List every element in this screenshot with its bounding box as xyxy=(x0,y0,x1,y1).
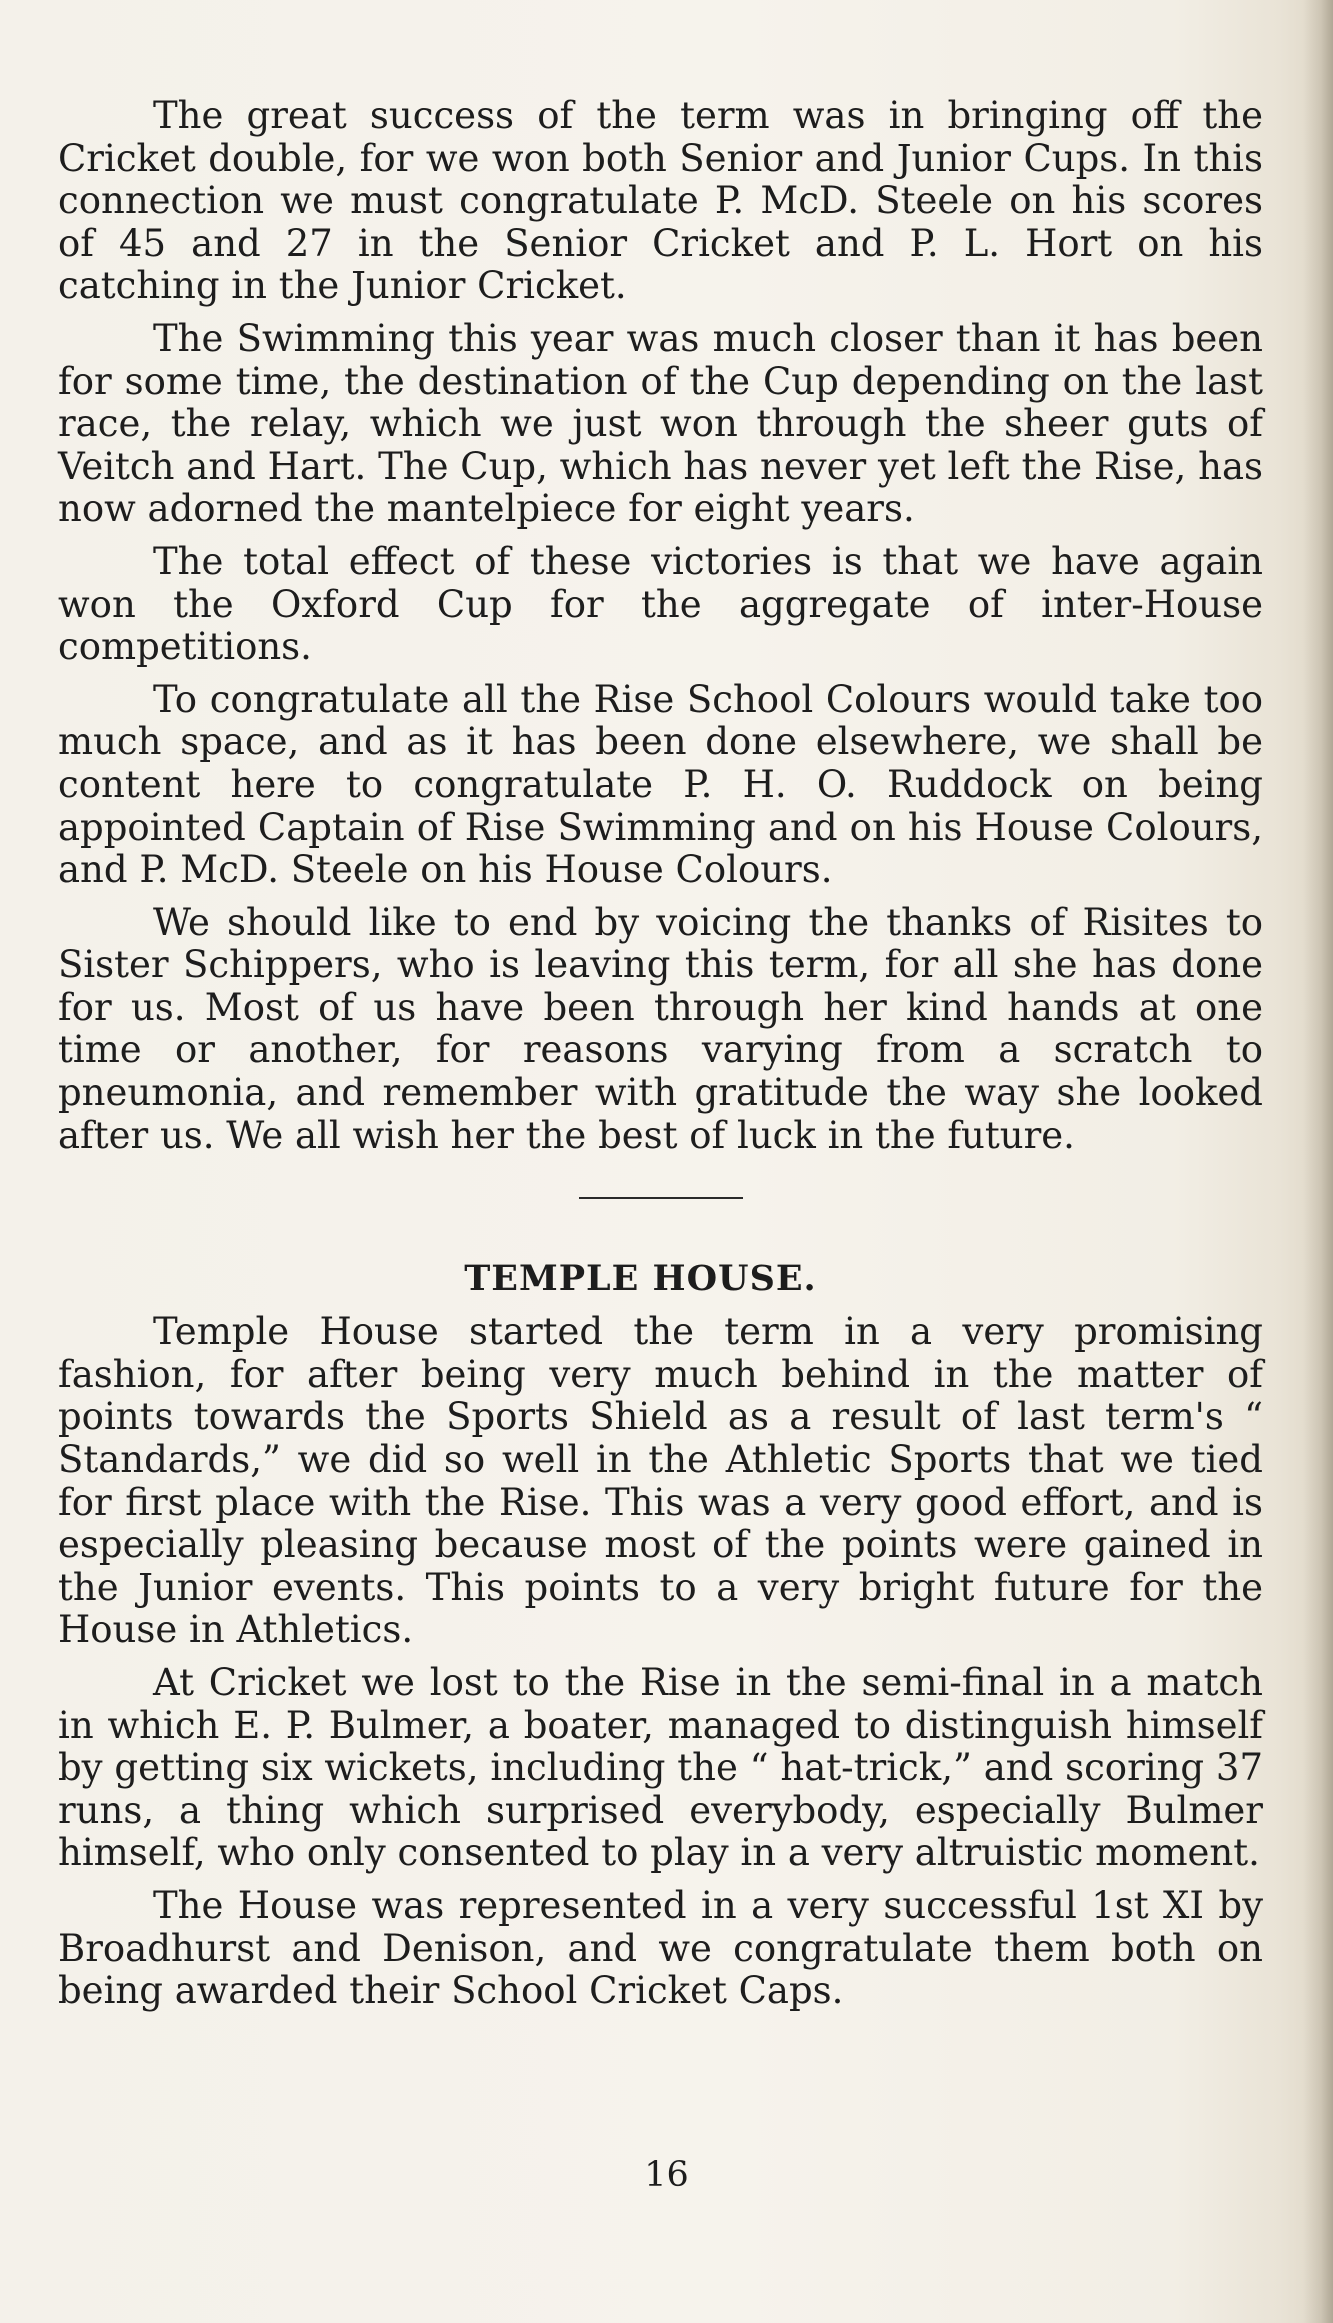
section-divider xyxy=(579,1197,743,1199)
paragraph-cricket-double: The great success of the term was in bringing off the Cricket double, for we won both Senior and Junior Cups. In this connection we must congratulate P. McD. Steele on his scores of 45 and 27 in the Senior Cricket and P. L. Hort on his catching in the Junior Cricket. xyxy=(58,94,1263,308)
paragraph-temple-cricket: At Cricket we lost to the Rise in the semi-final in a match in which E. P. Bulmer, a boater, managed to distinguish himself by getting six wickets, including the “ hat-trick,” and scoring 37 runs, a thing which surprised everybody, especially Bulmer himself, who only consented to play in a very altruistic moment. xyxy=(58,1661,1263,1875)
page-number: 16 xyxy=(644,2155,689,2195)
page-edge-shadow xyxy=(1303,0,1333,2323)
section-heading-temple-house: TEMPLE HOUSE. xyxy=(464,1258,817,1300)
page-body xyxy=(58,95,1263,2023)
paragraph-colours: To congratulate all the Rise School Colours would take too much space, and as it has been done elsewhere, we shall be content here to congratulate P. H. O. Ruddock on being appointed Captain of Rise Swimming and on his House Colours, and P. McD. Steele on his House Colours. xyxy=(58,677,1263,892)
paragraph-sister-schippers: We should like to end by voicing the thanks of Risites to Sister Schippers, who is leaving this term, for all she has done for us. Most of us have been through her kind hands at one time or another, for reasons varying from a scratch to pneumonia, and remember with gratitude the way she looked after us. We all wish her the best of luck in the future. xyxy=(58,900,1263,1157)
paragraph-oxford-cup: The total effect of these victories is that we have again won the Oxford Cup for the aggregate of inter-House competitions. xyxy=(58,539,1263,669)
paragraph-temple-first-xi: The House was represented in a very successful 1st XI by Broadhurst and Denison, and we congratulate them both on being awarded their School Cricket Caps. xyxy=(58,1883,1263,2013)
paragraph-swimming: The Swimming this year was much closer than it has been for some time, the destination of the Cup depending on the last race, the relay, which we just won through the sheer guts of Veitch and Hart. The Cup, which has never yet left the Rise, has now adorned the mantelpiece for eight years. xyxy=(58,316,1263,531)
paragraph-temple-athletics: Temple House started the term in a very promising fashion, for after being very much behind in the matter of points towards the Sports Shield as a result of last term's “ Standards,” we did so well in the Athletic Sports that we tied for first place with the Rise. This was a very good effort, and is especially pleasing because most of the points were gained in the Junior events. This points to a very bright future for the House in Athletics. xyxy=(58,1310,1263,1652)
